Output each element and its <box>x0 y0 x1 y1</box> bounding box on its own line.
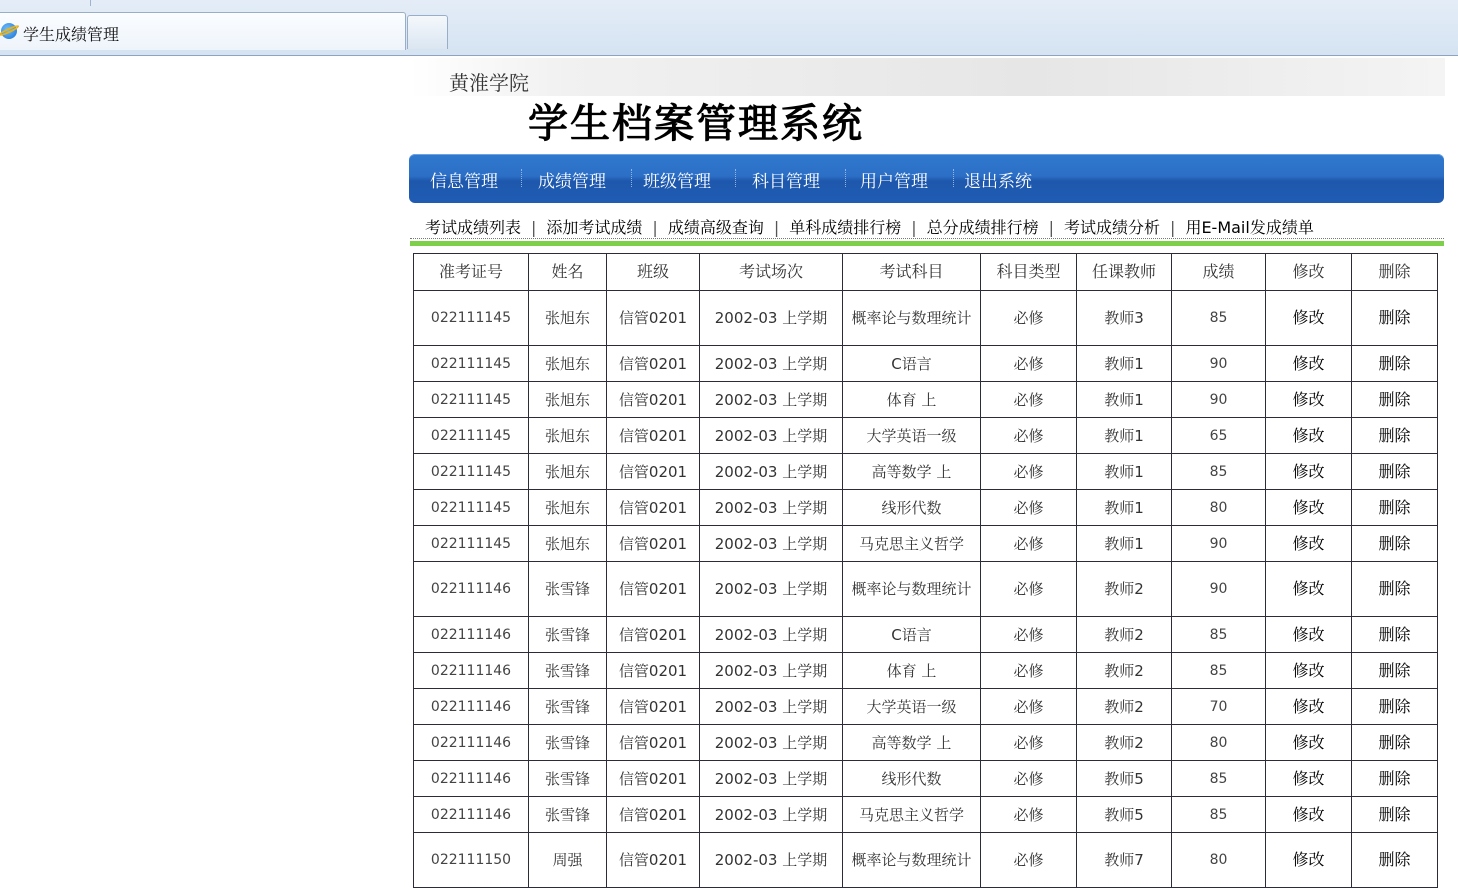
cell-subject-type: 必修 <box>981 689 1077 725</box>
cell-subject: 大学英语一级 <box>843 689 981 725</box>
table-row <box>414 797 1438 833</box>
table-body <box>414 291 1438 888</box>
cell-exam-session: 2002-03 上学期 <box>700 653 843 689</box>
delete-link[interactable]: 删除 <box>1352 797 1438 833</box>
table-row <box>414 833 1438 888</box>
cell-student-name: 张雪锋 <box>529 689 607 725</box>
cell-subject-type: 必修 <box>981 382 1077 418</box>
delete-link[interactable]: 删除 <box>1352 382 1438 418</box>
cell-teacher: 教师7 <box>1077 833 1172 888</box>
delete-link[interactable]: 删除 <box>1352 833 1438 888</box>
cell-exam-session: 2002-03 上学期 <box>700 382 843 418</box>
cell-class: 信管0201 <box>607 291 700 346</box>
delete-link[interactable]: 删除 <box>1352 291 1438 346</box>
nav-subject-management[interactable]: 科目管理 <box>752 172 820 192</box>
subnav-separator: | <box>773 218 780 237</box>
edit-link[interactable]: 修改 <box>1266 562 1352 617</box>
cell-exam-id: 022111145 <box>414 490 529 526</box>
nav-separator <box>521 169 523 187</box>
cell-class: 信管0201 <box>607 346 700 382</box>
subnav-separator: | <box>1170 218 1176 237</box>
cell-score: 90 <box>1172 526 1266 562</box>
subnav-advanced-query[interactable]: 成绩高级查询 <box>667 218 764 237</box>
school-name: 黄淮学院 <box>449 71 529 95</box>
cell-exam-session: 2002-03 上学期 <box>700 797 843 833</box>
cell-subject-type: 必修 <box>981 617 1077 653</box>
cell-exam-session: 2002-03 上学期 <box>700 454 843 490</box>
cell-subject: 概率论与数理统计 <box>843 562 981 617</box>
cell-class: 信管0201 <box>607 833 700 888</box>
nav-info-management[interactable]: 信息管理 <box>430 172 498 192</box>
cell-subject-type: 必修 <box>981 346 1077 382</box>
cell-subject-type: 必修 <box>981 291 1077 346</box>
cell-exam-id: 022111146 <box>414 761 529 797</box>
nav-separator <box>953 169 955 187</box>
cell-teacher: 教师1 <box>1077 454 1172 490</box>
table-row <box>414 617 1438 653</box>
cell-exam-id: 022111146 <box>414 725 529 761</box>
cell-score: 85 <box>1172 617 1266 653</box>
subnav-email-report[interactable]: 用E-Mail发成绩单 <box>1185 218 1314 237</box>
delete-link[interactable]: 删除 <box>1352 653 1438 689</box>
grades-table <box>413 253 1438 888</box>
cell-exam-id: 022111146 <box>414 653 529 689</box>
cell-class: 信管0201 <box>607 653 700 689</box>
cell-score: 85 <box>1172 761 1266 797</box>
cell-exam-id: 022111146 <box>414 797 529 833</box>
column-header: 姓名 <box>529 254 607 291</box>
delete-link[interactable]: 删除 <box>1352 490 1438 526</box>
cell-exam-session: 2002-03 上学期 <box>700 562 843 617</box>
table-row <box>414 526 1438 562</box>
cell-subject: 高等数学 上 <box>843 454 981 490</box>
cell-score: 85 <box>1172 454 1266 490</box>
edit-link[interactable]: 修改 <box>1266 833 1352 888</box>
column-header: 科目类型 <box>981 254 1077 291</box>
column-header: 考试场次 <box>700 254 843 291</box>
nav-separator <box>845 169 847 187</box>
cell-exam-id: 022111150 <box>414 833 529 888</box>
cell-teacher: 教师1 <box>1077 382 1172 418</box>
cell-exam-session: 2002-03 上学期 <box>700 291 843 346</box>
cell-subject-type: 必修 <box>981 725 1077 761</box>
cell-subject: 概率论与数理统计 <box>843 291 981 346</box>
edit-link[interactable]: 修改 <box>1266 291 1352 346</box>
cell-score: 90 <box>1172 382 1266 418</box>
cell-exam-id: 022111145 <box>414 291 529 346</box>
cell-subject: 体育 上 <box>843 653 981 689</box>
cell-exam-session: 2002-03 上学期 <box>700 490 843 526</box>
cell-score: 85 <box>1172 653 1266 689</box>
edit-link[interactable]: 修改 <box>1266 490 1352 526</box>
table-row <box>414 346 1438 382</box>
nav-grade-management[interactable]: 成绩管理 <box>538 172 606 192</box>
cell-exam-id: 022111145 <box>414 454 529 490</box>
edit-link[interactable]: 修改 <box>1266 346 1352 382</box>
cell-class: 信管0201 <box>607 454 700 490</box>
tab-bar-divider <box>90 0 91 6</box>
edit-link[interactable]: 修改 <box>1266 725 1352 761</box>
delete-link[interactable]: 删除 <box>1352 454 1438 490</box>
edit-link[interactable]: 修改 <box>1266 797 1352 833</box>
edit-link[interactable]: 修改 <box>1266 382 1352 418</box>
ie-browser-icon <box>1 23 17 39</box>
cell-exam-session: 2002-03 上学期 <box>700 725 843 761</box>
nav-separator <box>631 169 633 187</box>
delete-link[interactable]: 删除 <box>1352 562 1438 617</box>
cell-subject: 体育 上 <box>843 382 981 418</box>
cell-teacher: 教师2 <box>1077 617 1172 653</box>
cell-subject-type: 必修 <box>981 490 1077 526</box>
subnav-separator: | <box>1048 218 1055 237</box>
cell-subject: C语言 <box>843 346 981 382</box>
table-row <box>414 761 1438 797</box>
nav-user-management[interactable]: 用户管理 <box>860 172 928 192</box>
cell-exam-session: 2002-03 上学期 <box>700 833 843 888</box>
header-banner <box>410 58 1445 96</box>
sub-nav <box>425 215 1314 238</box>
table-row <box>414 653 1438 689</box>
subnav-total-score-ranking[interactable]: 总分成绩排行榜 <box>926 218 1039 237</box>
subnav-exam-grade-list[interactable]: 考试成绩列表 <box>425 218 522 237</box>
cell-student-name: 张雪锋 <box>529 562 607 617</box>
new-tab-button[interactable] <box>407 15 448 49</box>
table-row <box>414 418 1438 454</box>
cell-subject: 高等数学 上 <box>843 725 981 761</box>
edit-link[interactable]: 修改 <box>1266 617 1352 653</box>
cell-subject: 马克思主义哲学 <box>843 797 981 833</box>
cell-student-name: 张雪锋 <box>529 797 607 833</box>
cell-score: 80 <box>1172 833 1266 888</box>
cell-exam-session: 2002-03 上学期 <box>700 346 843 382</box>
column-header: 删除 <box>1352 254 1438 291</box>
cell-student-name: 张旭东 <box>529 418 607 454</box>
column-header: 准考证号 <box>414 254 529 291</box>
subnav-single-subject-ranking[interactable]: 单科成绩排行榜 <box>789 218 902 237</box>
cell-subject-type: 必修 <box>981 761 1077 797</box>
cell-subject-type: 必修 <box>981 562 1077 617</box>
cell-exam-session: 2002-03 上学期 <box>700 418 843 454</box>
cell-score: 85 <box>1172 797 1266 833</box>
cell-student-name: 张雪锋 <box>529 653 607 689</box>
edit-link[interactable]: 修改 <box>1266 689 1352 725</box>
cell-subject-type: 必修 <box>981 653 1077 689</box>
cell-score: 80 <box>1172 490 1266 526</box>
cell-class: 信管0201 <box>607 761 700 797</box>
column-header: 班级 <box>607 254 700 291</box>
cell-class: 信管0201 <box>607 689 700 725</box>
cell-exam-id: 022111146 <box>414 617 529 653</box>
cell-student-name: 张旭东 <box>529 291 607 346</box>
column-header: 成绩 <box>1172 254 1266 291</box>
cell-score: 90 <box>1172 346 1266 382</box>
table-row <box>414 490 1438 526</box>
cell-teacher: 教师5 <box>1077 797 1172 833</box>
cell-teacher: 教师1 <box>1077 490 1172 526</box>
cell-teacher: 教师2 <box>1077 725 1172 761</box>
delete-link[interactable]: 删除 <box>1352 725 1438 761</box>
cell-class: 信管0201 <box>607 382 700 418</box>
cell-class: 信管0201 <box>607 526 700 562</box>
cell-subject: 马克思主义哲学 <box>843 526 981 562</box>
cell-exam-id: 022111145 <box>414 526 529 562</box>
delete-link[interactable]: 删除 <box>1352 689 1438 725</box>
cell-score: 65 <box>1172 418 1266 454</box>
cell-student-name: 张旭东 <box>529 346 607 382</box>
edit-link[interactable]: 修改 <box>1266 418 1352 454</box>
main-nav <box>409 154 1444 203</box>
cell-student-name: 张旭东 <box>529 454 607 490</box>
delete-link[interactable]: 删除 <box>1352 346 1438 382</box>
cell-exam-id: 022111145 <box>414 418 529 454</box>
cell-subject-type: 必修 <box>981 418 1077 454</box>
cell-score: 90 <box>1172 562 1266 617</box>
cell-exam-id: 022111145 <box>414 346 529 382</box>
cell-teacher: 教师1 <box>1077 418 1172 454</box>
subnav-separator: | <box>652 218 658 237</box>
cell-student-name: 张旭东 <box>529 382 607 418</box>
edit-link[interactable]: 修改 <box>1266 526 1352 562</box>
cell-class: 信管0201 <box>607 617 700 653</box>
cell-student-name: 张雪锋 <box>529 725 607 761</box>
nav-class-management[interactable]: 班级管理 <box>643 172 711 192</box>
subnav-grade-analysis[interactable]: 考试成绩分析 <box>1064 218 1161 237</box>
table-row <box>414 291 1438 346</box>
cell-exam-session: 2002-03 上学期 <box>700 526 843 562</box>
column-header: 考试科目 <box>843 254 981 291</box>
browser-tab-bar <box>0 0 1458 56</box>
cell-subject: 线形代数 <box>843 490 981 526</box>
cell-teacher: 教师3 <box>1077 291 1172 346</box>
cell-class: 信管0201 <box>607 725 700 761</box>
table-row <box>414 725 1438 761</box>
delete-link[interactable]: 删除 <box>1352 526 1438 562</box>
cell-teacher: 教师1 <box>1077 526 1172 562</box>
edit-link[interactable]: 修改 <box>1266 454 1352 490</box>
cell-teacher: 教师2 <box>1077 562 1172 617</box>
cell-student-name: 张雪锋 <box>529 761 607 797</box>
cell-teacher: 教师1 <box>1077 346 1172 382</box>
cell-student-name: 张旭东 <box>529 526 607 562</box>
cell-score: 85 <box>1172 291 1266 346</box>
cell-subject: 大学英语一级 <box>843 418 981 454</box>
cell-subject-type: 必修 <box>981 526 1077 562</box>
subnav-separator: | <box>911 218 917 237</box>
cell-teacher: 教师2 <box>1077 689 1172 725</box>
cell-exam-session: 2002-03 上学期 <box>700 689 843 725</box>
delete-link[interactable]: 删除 <box>1352 617 1438 653</box>
cell-student-name: 张雪锋 <box>529 617 607 653</box>
cell-subject-type: 必修 <box>981 833 1077 888</box>
cell-exam-id: 022111146 <box>414 689 529 725</box>
cell-teacher: 教师2 <box>1077 653 1172 689</box>
column-header: 修改 <box>1266 254 1352 291</box>
cell-exam-session: 2002-03 上学期 <box>700 617 843 653</box>
browser-tab-active[interactable] <box>0 12 406 50</box>
cell-subject-type: 必修 <box>981 454 1077 490</box>
cell-student-name: 周强 <box>529 833 607 888</box>
subnav-dotted-divider <box>410 238 1444 239</box>
cell-teacher: 教师5 <box>1077 761 1172 797</box>
cell-subject: C语言 <box>843 617 981 653</box>
table-header-row <box>414 254 1438 291</box>
cell-exam-id: 022111145 <box>414 382 529 418</box>
nav-separator <box>735 169 737 187</box>
subnav-green-bar <box>410 241 1444 246</box>
tab-title: 学生成绩管理 <box>23 25 120 44</box>
table-row <box>414 454 1438 490</box>
column-header: 任课教师 <box>1077 254 1172 291</box>
cell-class: 信管0201 <box>607 562 700 617</box>
table-row <box>414 689 1438 725</box>
delete-link[interactable]: 删除 <box>1352 418 1438 454</box>
edit-link[interactable]: 修改 <box>1266 761 1352 797</box>
cell-class: 信管0201 <box>607 490 700 526</box>
subnav-add-exam-grade[interactable]: 添加考试成绩 <box>546 218 643 237</box>
table-row <box>414 562 1438 617</box>
cell-student-name: 张旭东 <box>529 490 607 526</box>
cell-exam-id: 022111146 <box>414 562 529 617</box>
cell-score: 80 <box>1172 725 1266 761</box>
edit-link[interactable]: 修改 <box>1266 653 1352 689</box>
subnav-separator: | <box>531 218 537 237</box>
cell-subject: 线形代数 <box>843 761 981 797</box>
cell-score: 70 <box>1172 689 1266 725</box>
cell-subject-type: 必修 <box>981 797 1077 833</box>
cell-subject: 概率论与数理统计 <box>843 833 981 888</box>
cell-class: 信管0201 <box>607 797 700 833</box>
cell-exam-session: 2002-03 上学期 <box>700 761 843 797</box>
delete-link[interactable]: 删除 <box>1352 761 1438 797</box>
table-row <box>414 382 1438 418</box>
system-title: 学生档案管理系统 <box>528 101 864 147</box>
nav-exit-system[interactable]: 退出系统 <box>964 172 1032 192</box>
cell-class: 信管0201 <box>607 418 700 454</box>
